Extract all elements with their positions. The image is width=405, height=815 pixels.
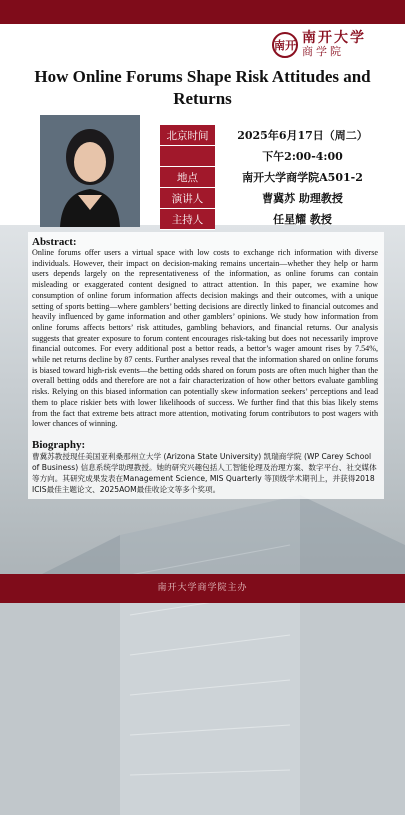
speaker-label: 演讲人 [160, 188, 215, 209]
talk-title: How Online Forums Shape Risk Attitudes and Returns [34, 67, 371, 108]
speaker-value: 曹冀苏 助理教授 [262, 192, 343, 205]
time-label-continued [160, 146, 215, 167]
abstract-heading: Abstract: [32, 236, 77, 248]
content-panel [28, 232, 384, 499]
building-illustration [0, 475, 405, 815]
logo-school-name: 商学院 [302, 46, 344, 58]
speaker-photo [40, 115, 140, 227]
host-value: 任星耀 教授 [273, 213, 332, 226]
location-label: 地点 [160, 167, 215, 188]
footer-organizer: 南开大学商学院主办 [157, 583, 248, 593]
host-label: 主持人 [160, 209, 215, 230]
biography-heading: Biography: [32, 438, 86, 451]
event-info-table [160, 125, 382, 230]
abstract-text: Online forums offer users a virtual space with low costs to exchange rich information with diverse individuals. However, their impact on decision-making remains uncertain—whether they help or harm users depends largely on the representativeness of the information, as online forums can contain misleading or exaggerated content designed to attract attention. In this paper, we examine how consumption of online forum information affects decision makings and their outcomes, with a unique setting of sports betting—where gamblers’ betting decisions are directly linked to financial outcomes and heavily influenced by game information and other gamblers’ opinions. We study how information from online forums affects bettors’ risk attitudes, gambling behaviors, and financial returns. Our analysis suggests that greater exposure to forum content encourages risk-taking but does not necessarily improve financial outcomes. For every additional post a bettor reads, a bettor’s wager amount rises by 7.54%, while net returns decline by 87 cents. Further analyses reveal that the information shared on online forums is biased toward high-risk events—the betting odds shared on forum posts are often much higher than the overall betting odds and therefore are not a fair characterization of how other bettors evaluate gambling risks. Relying on this biased information can potentially skew information seekers’ perceptions and lead them to place riskier bets with lower likelihoods of success. We further find that this bias likely stems from the fact that extreme bets attract more attention, motivating forum contributors to post wagers with lower chances of winning. [32, 248, 378, 429]
logo-university-name: 南开大学 [302, 31, 366, 46]
university-logo [272, 32, 366, 58]
speaker-portrait-image [40, 115, 140, 227]
time-value: 下午2:00-4:00 [262, 150, 343, 163]
location-value: 南开大学商学院A501-2 [242, 171, 363, 184]
university-seal-icon: 南开 [272, 32, 298, 58]
top-banner [0, 0, 405, 24]
biography-text: 曹冀苏教授现任美国亚利桑那州立大学 (Arizona State University) 凯瑞商学院 (WP Carey School of Business) 信息系统学助理教授。她的研究兴趣包括人工智能伦理及治理方案、数字平台、社交媒体等方向。其研究成果发表在Management Science, MIS Quarterly 等顶级学术期刊上，并获得2018 ICIS最佳主题论文、2025AOM最佳收论文等多个奖项。 [32, 451, 377, 494]
time-label: 北京时间 [160, 125, 215, 146]
date-value: 2025年6月17日（周二） [237, 129, 368, 143]
